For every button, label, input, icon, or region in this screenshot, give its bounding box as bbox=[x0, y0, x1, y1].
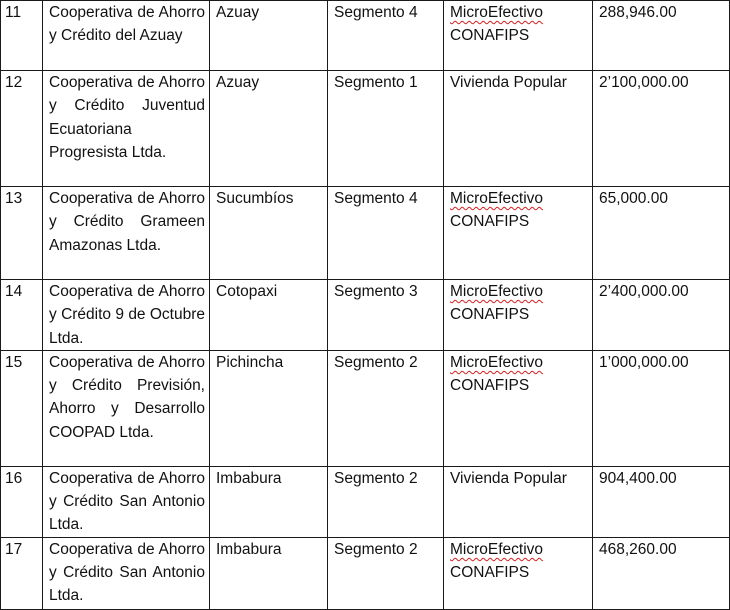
name-line: Cooperativa de bbox=[49, 353, 155, 371]
province: Cotopaxi bbox=[210, 280, 328, 351]
name-line: Cooperativa de bbox=[49, 540, 155, 558]
table-row bbox=[1, 466, 730, 537]
amount: 2’100,000.00 bbox=[593, 71, 730, 187]
table-row bbox=[1, 350, 730, 466]
name-line: Desarrollo COOPAD bbox=[49, 400, 205, 441]
table-row bbox=[1, 71, 730, 187]
table-row bbox=[1, 187, 730, 280]
name-line: Cooperativa de bbox=[49, 4, 155, 21]
segment: Segmento 2 bbox=[328, 466, 444, 537]
province: Azuay bbox=[210, 71, 328, 187]
name-line: Ltda. bbox=[119, 423, 154, 441]
name-line: Juventud bbox=[142, 97, 205, 115]
product bbox=[444, 280, 593, 351]
name-line: Previsión, Ahorro y bbox=[49, 377, 205, 418]
product-line: CONAFIPS bbox=[450, 564, 530, 582]
name-line: de Octubre Ltda. bbox=[49, 306, 206, 347]
segment: Segmento 2 bbox=[328, 537, 444, 609]
cooperative-name bbox=[43, 187, 210, 280]
product-line: MicroEfectivo bbox=[450, 190, 544, 207]
row-number: 14 bbox=[1, 280, 43, 351]
table-body bbox=[1, 1, 730, 610]
table-row bbox=[1, 1, 730, 71]
product bbox=[444, 187, 593, 280]
name-line: Ahorro y Crédito bbox=[49, 469, 206, 511]
product-line: CONAFIPS bbox=[450, 27, 530, 45]
name-line: Ahorro y Crédito bbox=[49, 540, 206, 582]
product-line: MicroEfectivo bbox=[450, 4, 544, 21]
name-line: Grameen bbox=[140, 213, 205, 231]
row-number: 15 bbox=[1, 350, 43, 466]
row-number: 17 bbox=[1, 537, 43, 609]
name-line: Cooperativa de bbox=[49, 283, 155, 300]
cooperative-name bbox=[43, 350, 210, 466]
segment: Segmento 4 bbox=[328, 1, 444, 71]
province: Imbabura bbox=[210, 537, 328, 609]
name-line: Cooperativa de bbox=[49, 74, 155, 91]
segment: Segmento 2 bbox=[328, 350, 444, 466]
name-line: del Azuay bbox=[115, 27, 183, 45]
product bbox=[444, 350, 593, 466]
cooperative-name bbox=[43, 1, 210, 71]
product-line: Vivienda Popular bbox=[450, 469, 567, 487]
name-line: Amazonas Ltda. bbox=[49, 236, 162, 254]
segment: Segmento 1 bbox=[328, 71, 444, 187]
province: Pichincha bbox=[210, 350, 328, 466]
amount: 904,400.00 bbox=[593, 466, 730, 537]
product-line: Vivienda Popular bbox=[450, 74, 567, 91]
amount: 1’000,000.00 bbox=[593, 350, 730, 466]
name-line: Ahorro y Crédito 9 bbox=[49, 283, 206, 324]
product-line: CONAFIPS bbox=[450, 213, 530, 231]
row-number: 13 bbox=[1, 187, 43, 280]
product-line: CONAFIPS bbox=[450, 306, 530, 324]
product-line: MicroEfectivo bbox=[450, 283, 544, 300]
amount: 2’400,000.00 bbox=[593, 280, 730, 351]
amount: 468,260.00 bbox=[593, 537, 730, 609]
segment: Segmento 4 bbox=[328, 187, 444, 280]
name-line: San Antonio Ltda. bbox=[49, 493, 205, 534]
name-line: Ahorro y Crédito bbox=[49, 4, 206, 45]
table-row bbox=[1, 537, 730, 609]
amount: 288,946.00 bbox=[593, 1, 730, 71]
amount: 65,000.00 bbox=[593, 187, 730, 280]
name-line: Ahorro y Crédito bbox=[49, 353, 206, 395]
product-line: MicroEfectivo bbox=[450, 540, 544, 558]
name-line: San Antonio Ltda. bbox=[49, 564, 205, 605]
name-line: Progresista Ltda. bbox=[49, 143, 167, 161]
product-line: CONAFIPS bbox=[450, 377, 530, 395]
row-number: 11 bbox=[1, 1, 43, 71]
cooperative-name bbox=[43, 466, 210, 537]
cooperative-name bbox=[43, 537, 210, 609]
name-line: Cooperativa de bbox=[49, 190, 155, 207]
product bbox=[444, 466, 593, 537]
name-line-text: Ahorro y Crédito bbox=[49, 74, 206, 115]
province: Azuay bbox=[210, 1, 328, 71]
row-number: 12 bbox=[1, 71, 43, 187]
row-number: 16 bbox=[1, 466, 43, 537]
cooperative-name bbox=[43, 280, 210, 351]
table-row bbox=[1, 280, 730, 351]
product-line: MicroEfectivo bbox=[450, 353, 544, 371]
province: Imbabura bbox=[210, 466, 328, 537]
segment: Segmento 3 bbox=[328, 280, 444, 351]
cooperative-name bbox=[43, 71, 210, 187]
name-line: Ahorro y Crédito bbox=[49, 190, 206, 231]
product bbox=[444, 537, 593, 609]
product bbox=[444, 71, 593, 187]
province: Sucumbíos bbox=[210, 187, 328, 280]
name-line: Ecuatoriana bbox=[49, 120, 132, 138]
product bbox=[444, 1, 593, 71]
name-line: Cooperativa de bbox=[49, 469, 155, 487]
